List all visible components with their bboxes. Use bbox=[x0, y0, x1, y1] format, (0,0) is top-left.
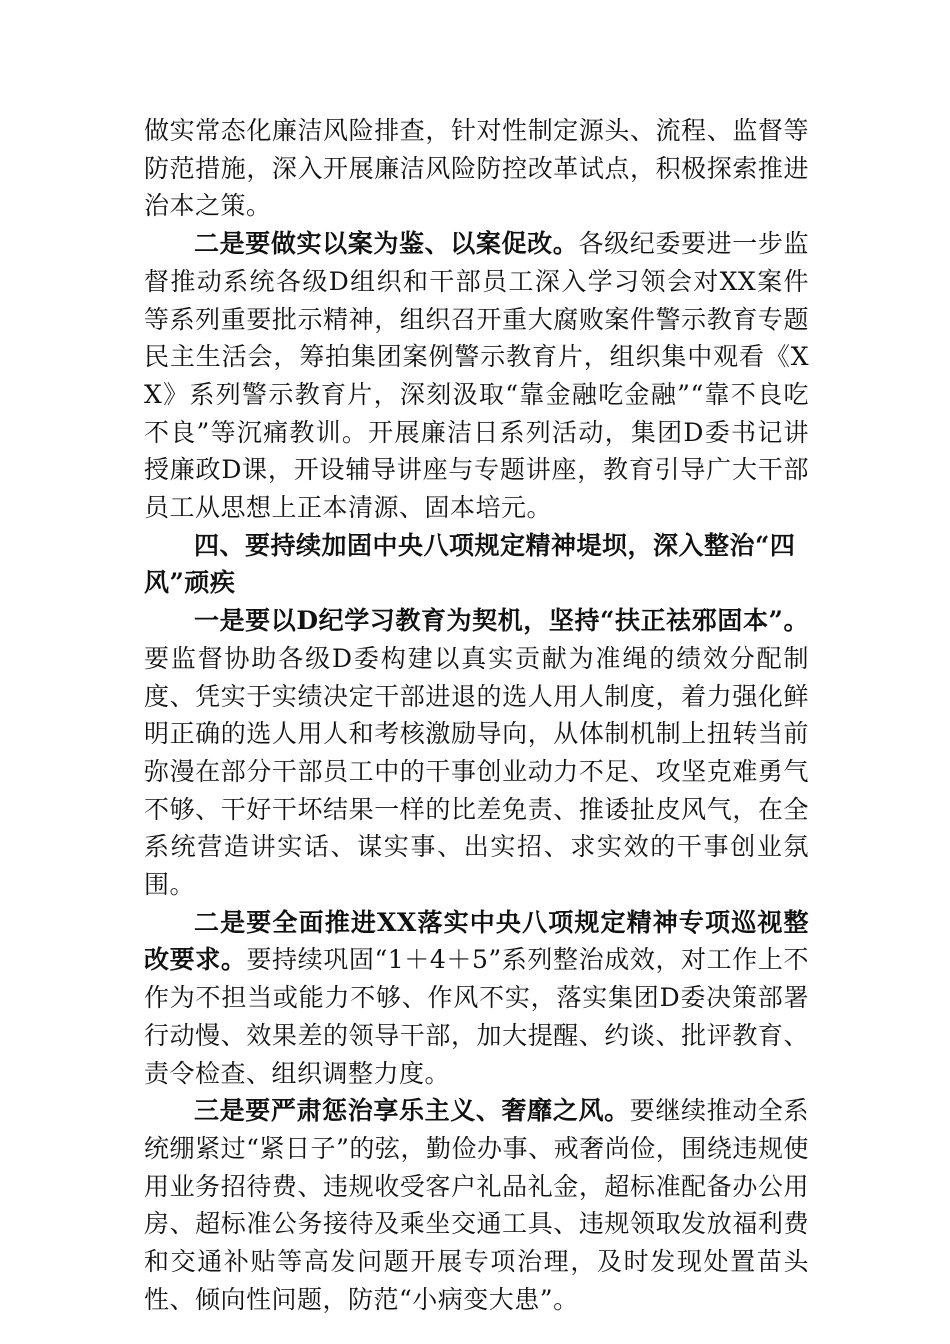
paragraph-hedonism-extravagance bbox=[144, 1092, 809, 1318]
paragraph-case-lessons bbox=[144, 225, 809, 527]
paragraph-body: 做实常态化廉洁风险排查，针对性制定源头、流程、监督等防范措施，深入开展廉洁风险防控改革试点，积极探索推进治本之策。 bbox=[144, 116, 809, 221]
paragraph-body: 要继续推动全系统绷紧过“紧日子”的弦，勤俭办事、戒奢尚俭，围绕违规使用业务招待费、违规收受客户礼品礼金，超标准配备办公用房、超标准公务接待及乘坐交通工具、违规领取发放福利费和交通补贴等高发问题开展专项治理，及时发现处置苗头性、倾向性问题，防范“小病变大患”。 bbox=[144, 1096, 809, 1314]
paragraph-body: 要监督协助各级D委构建以真实贡献为准绳的绩效分配制度、凭实于实绩决定干部进退的选人用人制度，着力强化鲜明正确的选人用人和考核激励导向，从体制机制上扭转当前弥漫在部分干部员工中的干事创业动力不足、攻坚克难勇气不够、干好干坏结果一样的比差免责、推诿扯皮风气，在全系统营造讲实话、谋实事、出实招、求实效的干事创业氛围。 bbox=[144, 643, 809, 900]
document-page bbox=[144, 112, 809, 1319]
paragraph-body: 要持续巩固“1＋4＋5”系列整治成效，对工作上不作为不担当或能力不够、作风不实，落实集团D委决策部署行动慢、效果差的领导干部，加大提醒、约谈、批评教育、责令检查、组织调整力度。 bbox=[144, 945, 809, 1088]
paragraph-lead: 三是要严肃惩治享乐主义、奢靡之风。 bbox=[194, 1096, 630, 1126]
paragraph-lead: 二是要做实以案为鉴、以案促改。 bbox=[194, 229, 579, 259]
paragraph-lead: 二是要全面推进XX落实中央八项规定精神专项巡视整改要求。 bbox=[144, 907, 809, 975]
section-heading: 四、要持续加固中央八项规定精神堤坝，深入整治“四风”顽疾 bbox=[144, 530, 796, 598]
paragraph-inspection-rectification bbox=[144, 904, 809, 1093]
paragraph-lead: 一是要以D纪学习教育为契机，坚持“扶正祛邪固本”。 bbox=[194, 606, 809, 636]
paragraph-body: 各级纪委要进一步监督推动系统各级D组织和干部员工深入学习领会对XX案件等系列重要批示精神，组织召开重大腐败案件警示教育专题民主生活会，筹拍集团案例警示教育片，组织集中观看《XX》系列警示教育片，深刻汲取“靠金融吃金融”“靠不良吃不良”等沉痛教训。开展廉洁日系列活动，集团D委书记讲授廉政D课，开设辅导讲座与专题讲座，教育引导广大干部员工从思想上正本清源、固本培元。 bbox=[144, 229, 809, 523]
paragraph-party-discipline bbox=[144, 602, 809, 904]
paragraph-continuation bbox=[144, 112, 809, 225]
